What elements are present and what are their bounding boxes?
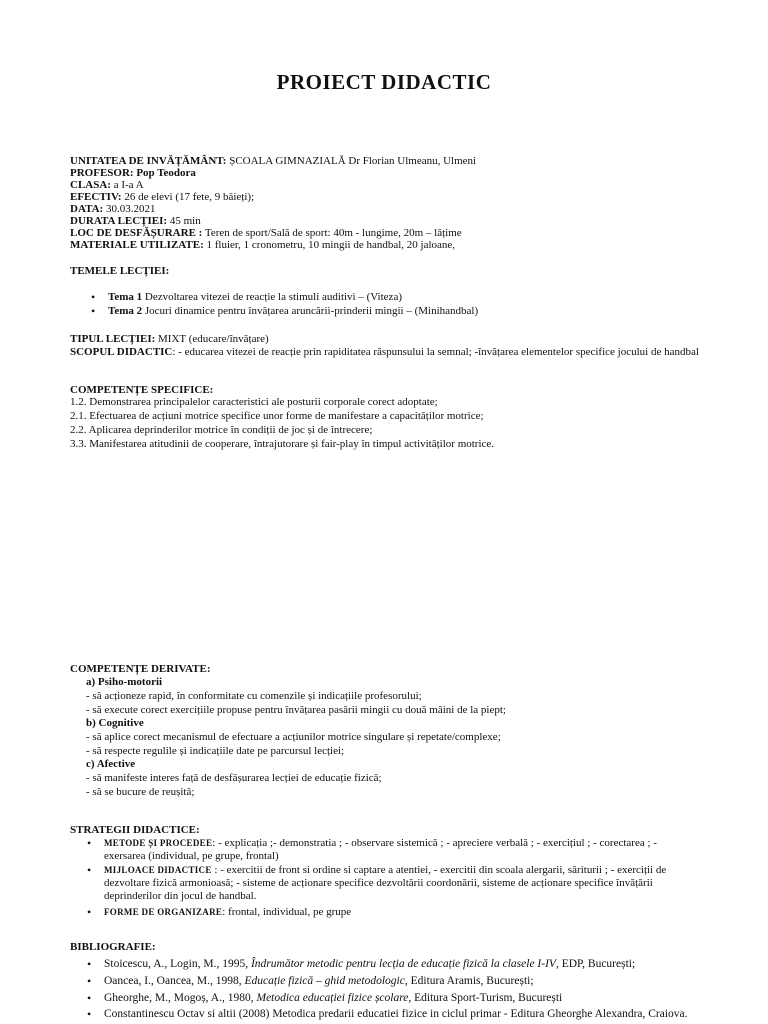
efectiv-value: 26 de elevi (17 fete, 9 băieți); [121,191,255,203]
psiho-motorii-label: a) Psiho-motorii [86,676,163,688]
metode-item [104,837,698,863]
competenta-specifica-item: 1.2. Demonstrarea principalelor caracteristici ale posturii corporale corect adoptate; [70,396,438,408]
competente-derivate-heading: COMPETENȚE DERIVATE: [70,663,211,675]
scopul-value: : - educarea vitezei de reacție prin rapiditatea răspunsului la semnal; -învățarea elementelor specifice jocului de handbal [172,346,699,358]
mijloace-item [104,864,698,903]
durata-value: 45 min [167,215,201,227]
tipul-value: MIXT (educare/învățare) [155,333,269,345]
tema-2-item [108,305,478,318]
tema-2-text: Jocuri dinamice pentru învățarea aruncării-prinderii mingii – (Minihandbal) [142,305,479,317]
materiale-label: MATERIALE UTILIZATE: [70,239,204,251]
data-row [70,203,155,215]
tema-1-item [108,291,402,304]
derivata-item: - să acționeze rapid, în conformitate cu comenzile și indicațiile profesorului; [86,690,422,702]
clasa-row [70,179,144,191]
bib-title: Metodica educației fizice școlare [256,992,409,1004]
tema-1-text: Dezvoltarea vitezei de reacție la stimuli auditivi – (Viteza) [142,291,402,303]
unitatea-row [70,155,476,167]
durata-row [70,215,201,227]
competente-specifice-heading: COMPETENȚE SPECIFICE: [70,384,214,396]
bib-title: Educație fizică – ghid metodologic [244,975,405,987]
afective-label: c) Afective [86,758,136,770]
efectiv-label: EFECTIV: [70,191,122,203]
bib-publisher: , Editura Aramis, București; [404,975,534,987]
clasa-label: CLASA: [70,179,111,191]
efectiv-row [70,191,254,203]
bib-title: Îndrumător metodic pentru lecția de educație fizică la clasele I-IV [250,958,556,970]
profesor-row [70,167,196,179]
tipul-row [70,333,269,345]
tipul-label: TIPUL LECȚIEI: [70,333,156,345]
derivata-item: - să aplice corect mecanismul de efectuare a acțiunilor motrice singulare și repetate/complexe; [86,731,501,743]
teme-heading: TEMELE LECȚIEI: [70,265,170,277]
bibliografie-item [104,992,562,1005]
bib-publisher: , Editura Sport-Turism, București [408,992,563,1004]
bibliografie-item [104,958,635,971]
competenta-specifica-item: 3.3. Manifestarea atitudinii de cooperare, întrajutorare și fair-play în timpul activităților motrice. [70,438,495,450]
scopul-label: SCOPUL DIDACTIC [70,346,173,358]
derivata-item: - să respecte regulile și indicațiile date pe parcursul lecției; [86,745,345,757]
materiale-value: 1 fluier, 1 cronometru, 10 mingii de handbal, 20 jaloane, [203,239,456,251]
derivata-item: - să execute corect exercițiile propuse pentru învățarea pasării mingii cu două mâini de la piept; [86,704,506,716]
bib-author: Stoicescu, A., Login, M., 1995, [104,958,251,970]
loc-row [70,227,462,239]
derivata-item: - să manifeste interes față de desfășurarea lecției de educație fizică; [86,772,382,784]
metode-label: METODE ȘI PROCEDEE [104,838,213,848]
forme-item [104,906,351,919]
bibliografie-heading: BIBLIOGRAFIE: [70,941,156,953]
profesor-label: PROFESOR: [70,167,134,179]
bib-author: Oancea, I., Oancea, M., 1998, [104,975,245,987]
data-label: DATA: [70,203,104,215]
cognitive-label: b) Cognitive [86,717,144,729]
page-title: PROIECT DIDACTIC [276,70,492,94]
forme-text: : frontal, individual, pe grupe [222,906,352,918]
mijloace-text: : - exercitii de front si ordine si captare a atentiei, - exercitii din scoala alergarii, săriturii ; - exerciții de dezvoltare fizică armonioasă; - sisteme de acționare specifice dezvoltării coordonării, sisteme de acționare specifice învățării deprinderilor din jocul de handbal. [104,864,667,902]
forme-label: FORME DE ORGANIZARE [104,907,223,917]
bib-author: Constantinescu Octav si altii (2008) Metodica predarii educatiei fizice in ciclul primar - Editura Gheorghe Alexandra, Craiova. [104,1008,688,1020]
strategii-heading: STRATEGII DIDACTICE: [70,824,200,836]
unitatea-label: UNITATEA DE INVĂȚĂMÂNT: [70,155,227,167]
mijloace-label: MIJLOACE DIDACTICE [104,865,212,875]
bib-publisher: , EDP, București; [555,958,636,970]
tema-1-label: Tema 1 [108,291,143,303]
clasa-value: a I-a A [110,179,144,191]
competenta-specifica-item: 2.2. Aplicarea deprinderilor motrice în condiții de joc și de întrecere; [70,424,373,436]
materiale-row [70,239,455,251]
competenta-specifica-item: 2.1. Efectuarea de acțiuni motrice specifice unor forme de manifestare a capacităților motrice; [70,410,484,422]
bibliografie-item [104,975,534,988]
metode-text: : - explicația ;- demonstratia ; - observare sistemică ; - apreciere verbală ; - exercițiul ; - corectarea ; - exersarea (individual, pe grupe, frontal) [104,837,657,862]
data-value: 30.03.2021 [103,203,156,215]
derivata-item: - să se bucure de reușită; [86,786,195,798]
durata-label: DURATA LECȚIEI: [70,215,168,227]
unitatea-value: ȘCOALA GIMNAZIALĂ Dr Florian Ulmeanu, Ulmeni [226,155,477,167]
scopul-row [70,346,700,358]
profesor-value: Pop Teodora [133,167,196,179]
loc-value: Teren de sport/Sală de sport: 40m - lungime, 20m – lățime [202,227,462,239]
loc-label: LOC DE DESFĂȘURARE : [70,227,203,239]
bibliografie-item [104,1008,688,1021]
bib-author: Gheorghe, M., Mogoș, A., 1980, [104,992,257,1004]
tema-2-label: Tema 2 [108,305,143,317]
